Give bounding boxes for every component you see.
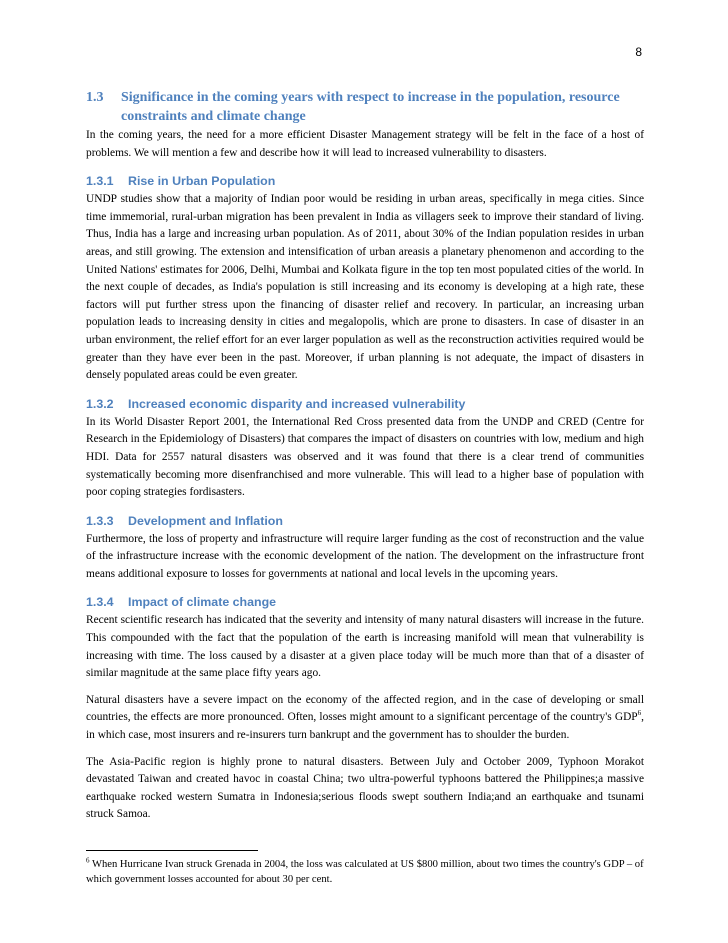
gdp-text-after: , in which case, most insurers and re-insurers turn bankrupt and the government has to shoulder the burden. [86,711,644,742]
subsection-heading-climate [86,593,644,611]
subsection-number: 1.3.3 [86,513,114,528]
section-number: 1.3 [86,90,104,105]
subsection-number: 1.3.2 [86,396,114,411]
paragraph-urban: UNDP studies show that a majority of Indian poor would be residing in urban areas, specifically in mega cities. Since time immemorial, rural-urban migration has been prevalent in India as villagers seek to improve their standard of living. Thus, India has a large and increasing urban population. As of 2011, about 30% of the Indian population resides in urban areas, and still growing. The extension and intensification of urban areasis a planetary phenomenon and according to the United Nations' estimates for 2006, Delhi, Mumbai and Kolkata figure in the top ten most populated cities of the world. In the next couple of decades, as India's population is still increasing and its economy is developing at a high rate, these factors will put further stress upon the financing of disaster relief and recovery. In particular, an increasing urban population leads to increasing density in cities and megalopolis, which are prone to disasters. In case of disaster in an urban environment, the relief effort for an ever larger population as well as the reconstruction activities required would be greater than they have ever been in the past. Moreover, if urban planning is not adequate, the impact of disasters in densely populated areas could be even greater. [86,193,644,382]
page-content [86,88,644,887]
paragraph-gdp [86,692,644,745]
subsection-title: Rise in Urban Population [128,174,276,189]
paragraph-inflation: Furthermore, the loss of property and infrastructure will require larger funding as the cost of reconstruction and the value of the infrastructure increase with the economic development of the nation. The development on the infrastructure front means additional exposure to losses for governments at national and local levels in the upcoming years. [86,532,644,580]
paragraph-disparity: In its World Disaster Report 2001, the International Red Cross presented data from the UNDP and CRED (Centre for Research in the Epidemiology of Disasters) that compares the impact of disasters on countries with low, medium and high HDI. Data for 2557 natural disasters was observed and it was found that there is a clear trend of communities systematically becoming more disenfranchised and more vulnerable. This will lead to a higher base of population with poor coping strategies fordisasters. [86,415,644,499]
subsection-title: Development and Inflation [128,513,283,528]
subsection-number: 1.3.1 [86,174,114,189]
subsection-heading-disparity [86,395,644,413]
subsection-title: Impact of climate change [128,595,277,610]
subsection-heading-urban [86,172,644,190]
footnote-marker: 6 [86,856,90,865]
paragraph-climate: Recent scientific research has indicated that the severity and intensity of many natural disasters will increase in the future. This compounded with the fact that the population of the earth is increasing manifold will mean that vulnerability is increasing with time. The loss caused by a disaster at a given place today will be much more than that of a disaster of similar magnitude at the same place fifty years ago. [86,614,644,680]
footnote-divider [86,850,258,851]
footnote [86,857,644,887]
gdp-text-before: Natural disasters have a severe impact on the economy of the affected region, and in the case of developing or small countries, the effects are more pronounced. Often, losses might amount to a significant percentage of the country's GDP [86,693,644,724]
subsection-heading-inflation [86,512,644,530]
subsection-title: Increased economic disparity and increased vulnerability [128,396,466,411]
paragraph-asia-pacific: The Asia-Pacific region is highly prone to natural disasters. Between July and October 2009, Typhoon Morakot devastated Taiwan and created havoc in coastal China; two ultra-powerful typhoons battered the Philippines;a massive earthquake rocked western Sumatra in Indonesia;serious floods swept southern India;and an earthquake and tsunami struck Samoa. [86,755,644,821]
page-number: 8 [635,45,642,59]
subsection-number: 1.3.4 [86,595,114,610]
section-intro: In the coming years, the need for a more efficient Disaster Management strategy will be felt in the face of a host of problems. We will mention a few and describe how it will lead to increased vulnerability to disasters. [86,129,644,159]
footnote-text: When Hurricane Ivan struck Grenada in 2004, the loss was calculated at US $800 million, about two times the country's GDP – of which government losses accounted for about 30 per cent. [86,859,644,885]
section-title: Significance in the coming years with respect to increase in the population, resource constraints and climate change [121,90,620,124]
footnote-reference[interactable]: 6 [637,709,642,718]
section-heading [86,88,644,126]
